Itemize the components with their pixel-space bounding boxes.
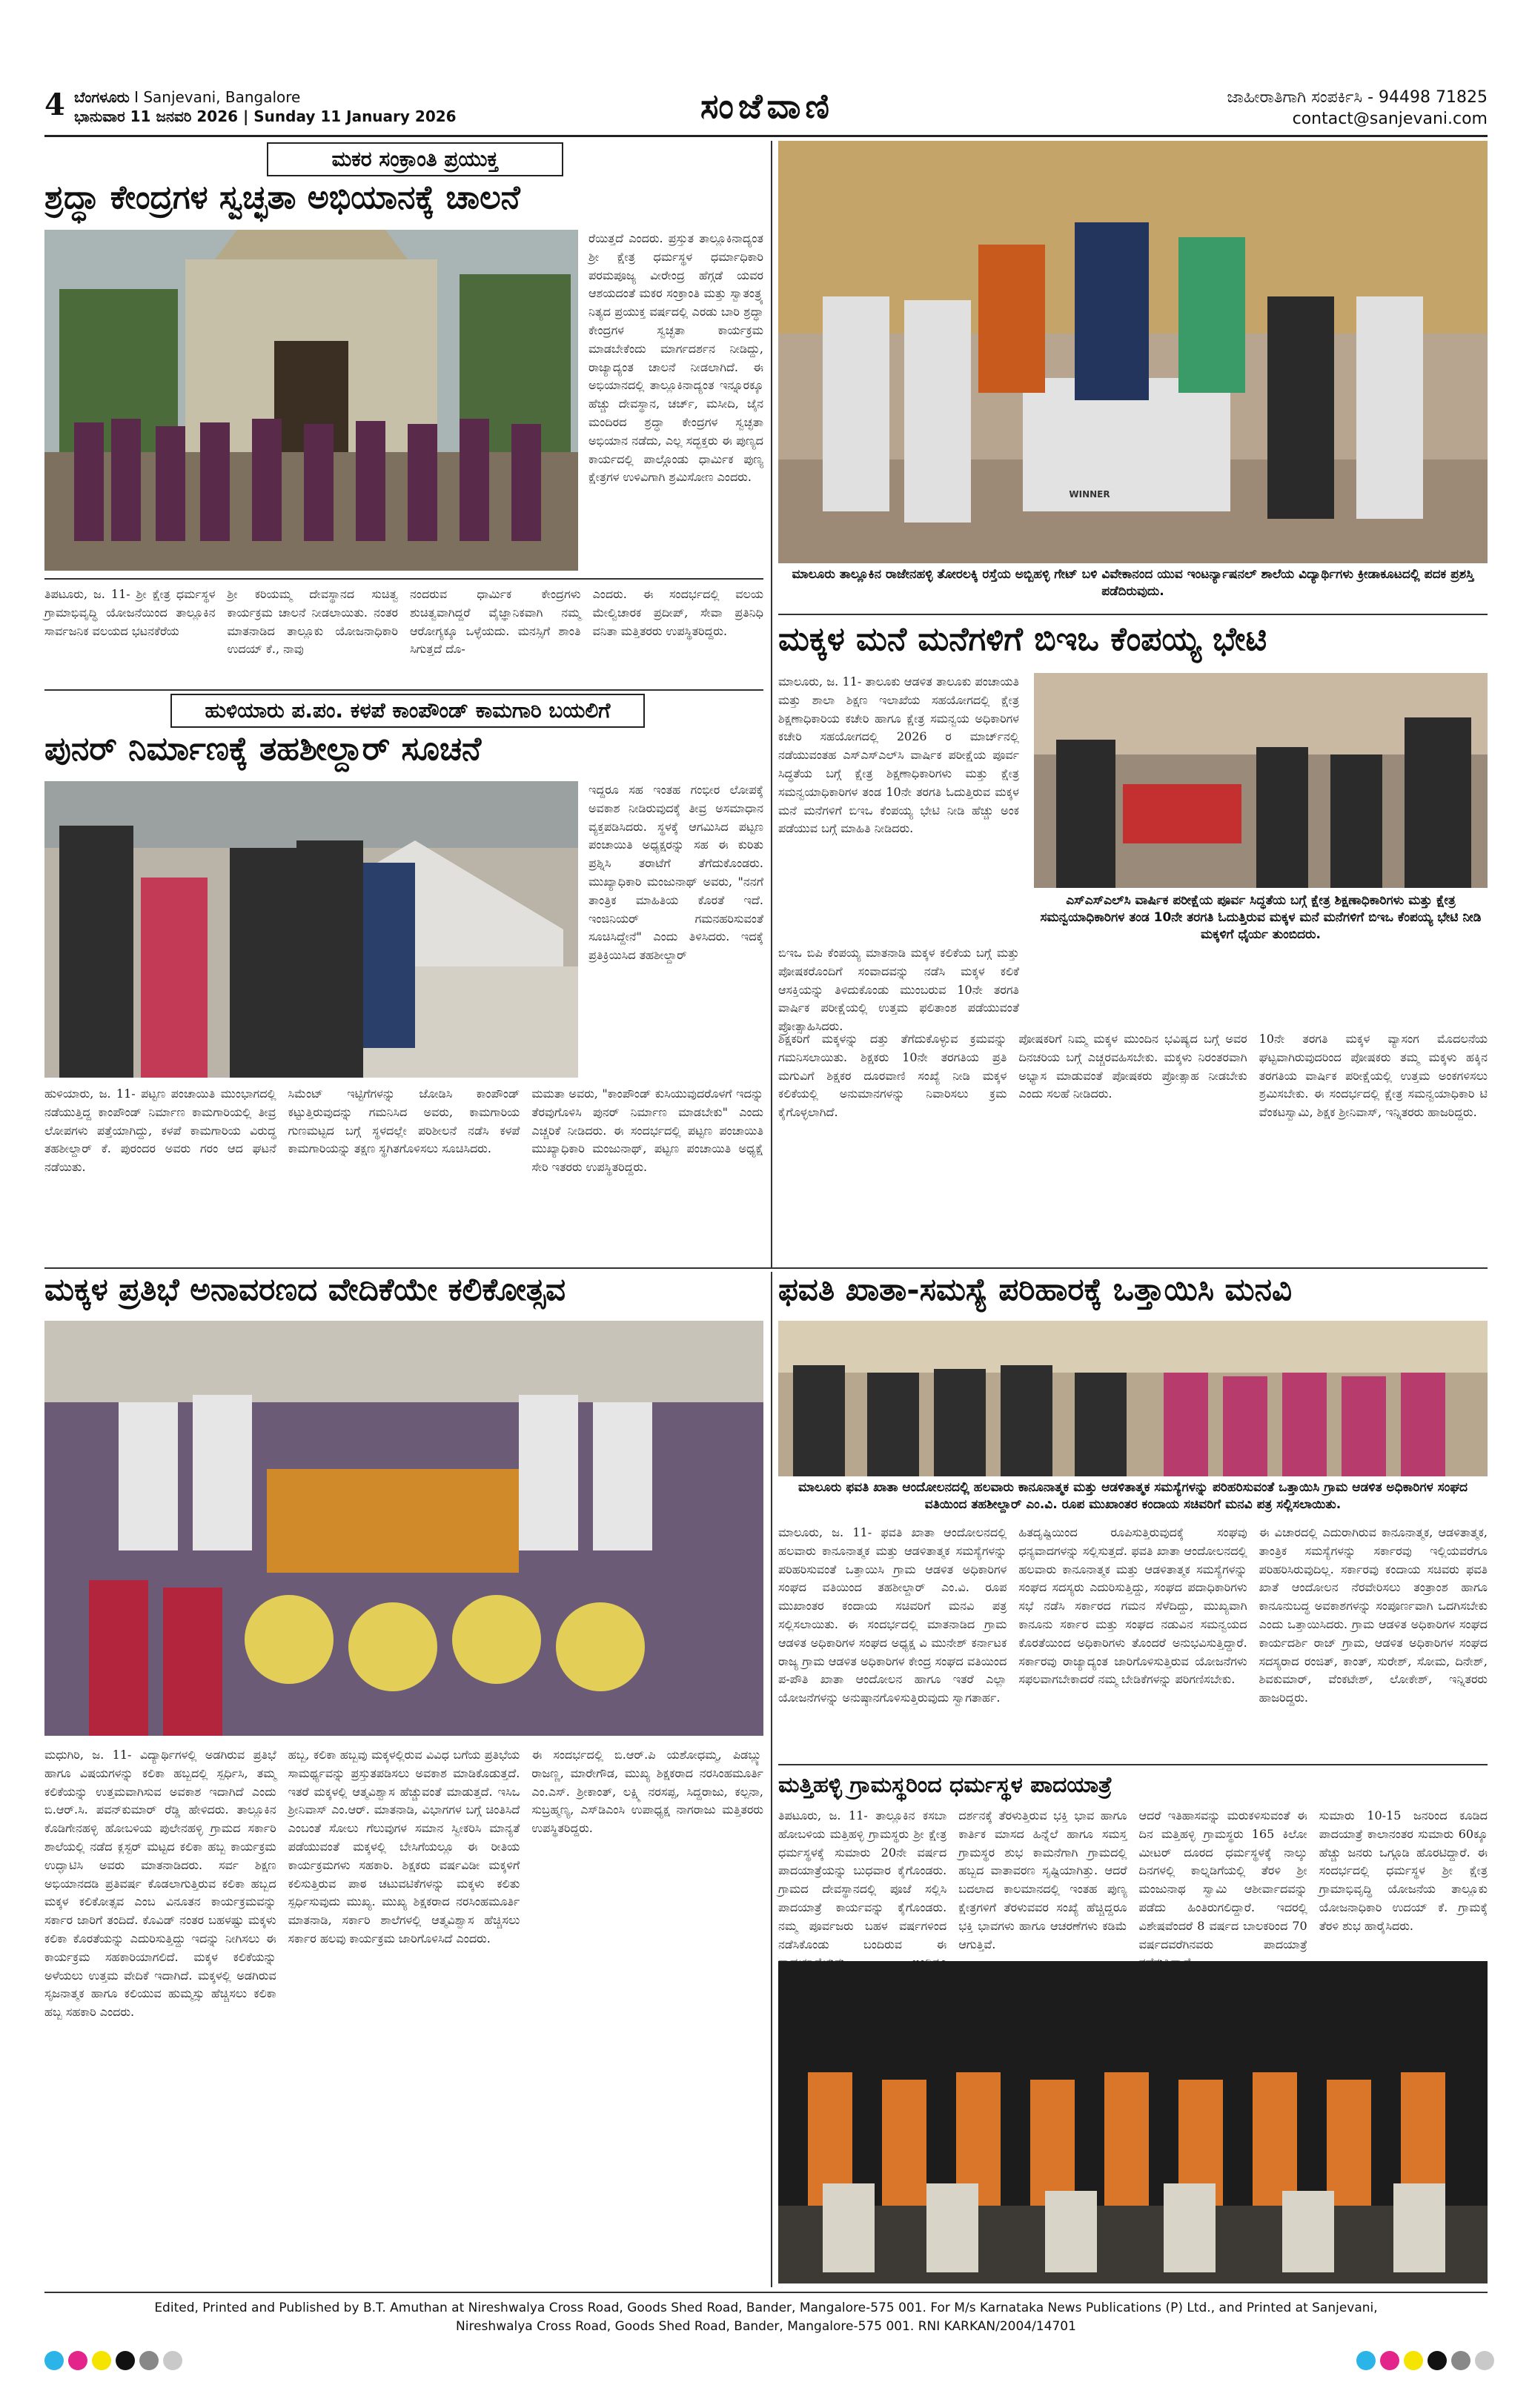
- story4-side-column: ಇದ್ದರೂ ಸಹ ಇಂತಹ ಗಂಭೀರ ಲೋಪಕ್ಕೆ ಅವಕಾಶ ನೀಡಿರುವುದಕ್ಕೆ ತೀವ್ರ ಅಸಮಾಧಾನ ವ್ಯಕ್ತಪಡಿಸಿದರು. ಸ್ಥಳಕ್ಕೆ ಆಗಮಿಸಿದ ಪಟ್ಟಣ ಪಂಚಾಯಿತಿ ಅಧ್ಯಕ್ಷರನ್ನು ಸಹ ಈ ಕುರಿತು ಪ್ರಶ್ನಿಸಿ ತರಾಟೆಗೆ ತೆಗೆದುಕೊಂಡರು. ಮುಖ್ಯಾಧಿಕಾರಿ ಮಂಜುನಾಥ್ ಅವರು, "ನನಗೆ ತಾಂತ್ರಿಕ ಮಾಹಿತಿಯ ಕೊರತೆ ಇದೆ. ಇಂಜಿನಿಯರ್ ಗಮನಹರಿಸುವಂತೆ ಸೂಚಿಸಿದ್ದೇನೆ" ಎಂದು ತಿಳಿಸಿದರು. ಇದಕ್ಕೆ ಪ್ರತಿಕ್ರಿಯಿಸಿದ ತಹಶೀಲ್ದಾರ್: [588, 783, 763, 963]
- story7-headline: ಮತ್ತಿಹಳ್ಳಿ ಗ್ರಾಮಸ್ಥರಿಂದ ಧರ್ಮಸ್ಥಳ ಪಾದಯಾತ್ರೆ: [778, 1772, 1112, 1798]
- registration-dot: [68, 2351, 87, 2370]
- story5-caption: ಮಾಲೂರು ಫವತಿ ಖಾತಾ ಆಂದೋಲನದಲ್ಲಿ ಹಲವಾರು ಕಾನೂನಾತ್ಮಕ ಮತ್ತು ಆಡಳಿತಾತ್ಮಕ ಸಮಸ್ಯೆಗಳನ್ನು ಪರಿಹರಿಸುವಂತೆ ಒತ್ತಾಯಿಸಿ ಗ್ರಾಮ ಆಡಳಿತ ಅಧಿಕಾರಿಗಳ ಸಂಘದ ವತಿಯಿಂದ ತಹಶೀಲ್ದಾರ್ ಎಂ.ವಿ. ರೂಪ ಮುಖಾಂತರ ಕಂದಾಯ ಸಚಿವರಿಗೆ ಮನವಿ ಪತ್ರ ಸಲ್ಲಿಸಲಾಯಿತು.: [778, 1479, 1488, 1513]
- story-temple-cleaning: [44, 141, 763, 689]
- story3-col-1: ಶಿಕ್ಷಕರಿಗೆ ಮಕ್ಕಳನ್ನು ದತ್ತು ತೆಗೆದುಕೊಳ್ಳುವ ಕ್ರಮವನ್ನು ಗಮನಿಸಲಾಯಿತು. ಶಿಕ್ಷಕರು 10ನೇ ತರಗತಿಯ ಪ್ರತಿ ಮಗುವಿಗೆ ಶಿಕ್ಷಕರ ದೂರವಾಣಿ ಸಂಖ್ಯೆ ನೀಡಿ ಮಕ್ಕಳ ಕಲಿಕೆಯಲ್ಲಿ ಅನುಮಾನಗಳನ್ನು ನಿವಾರಿಸಲು ಕ್ರಮ ಕೈಗೊಳ್ಳಲಾಗಿದೆ.: [778, 1032, 1007, 1120]
- registration-dot: [1451, 2351, 1470, 2370]
- temple-photo-art: [44, 230, 578, 571]
- story5-end-divider: [778, 1764, 1488, 1765]
- story5-columns: [778, 1524, 1488, 1759]
- story1-col-1: ತಿಪಟೂರು, ಜ. 11- ಶ್ರೀ ಕ್ಷೇತ್ರ ಧರ್ಮಸ್ಥಳ ಗ್ರಾಮಾಭಿವೃದ್ಧಿ ಯೋಜನೆಯಿಂದ ತಾಲ್ಲೂಕಿನ ಸಾರ್ವಜನಿಕ ವಲಯದ ಭಟನಕೆರೆಯ: [44, 587, 216, 638]
- story2-caption: ಮಾಲೂರು ತಾಲ್ಲೂಕಿನ ರಾಜೇನಹಳ್ಳಿ ತೋರಲಕ್ಕಿ ರಸ್ತೆಯ ಅಬ್ಬಿಹಳ್ಳಿ ಗೇಟ್ ಬಳಿ ವಿವೇಕಾನಂದ ಯುವ ಇಂಟರ್ನ್ಯಾಷನಲ್ ಶಾಲೆಯ ವಿದ್ಯಾರ್ಥಿಗಳು ಕ್ರೀಡಾಕೂಟದಲ್ಲಿ ಪದಕ ಪ್ರಶಸ್ತಿ ಪಡೆದಿರುವುದು.: [778, 566, 1488, 600]
- mid-page-divider: [44, 1267, 1488, 1269]
- story1-headline: ಶ್ರದ್ಧಾ ಕೇಂದ್ರಗಳ ಸ್ವಚ್ಛತಾ ಅಭಿಯಾನಕ್ಕೆ ಚಾಲನೆ: [44, 179, 520, 216]
- temple-photo: [44, 230, 578, 571]
- story2-divider: [778, 614, 1488, 615]
- story5-col-3: ಈ ವಿಚಾರದಲ್ಲಿ ಎದುರಾಗಿರುವ ಕಾನೂನಾತ್ಮಕ, ಆಡಳಿತಾತ್ಮಕ, ತಾಂತ್ರಿಕ ಸಮಸ್ಯೆಗಳನ್ನು ಸರ್ಕಾರವು ಇಲ್ಲಿಯವರೆಗೂ ಪರಿಹರಿಸಿರುವುದಿಲ್ಲ. ಸರ್ಕಾರವು ಕಂದಾಯ ಸಚಿವರು ಫವತಿ ಖಾತೆ ಆಂದೋಲನ ನೆರವೇರಿಸಲು ತಂತ್ರಾಂಶ ಹಾಗೂ ಕಾನೂನುಬದ್ಧ ಅವಕಾಶಗಳನ್ನು ಸಂಪೂರ್ಣವಾಗಿ ಒದಗಿಸಬೇಕು ಎಂದು ಒತ್ತಾಯಿಸಿದರು. ಗ್ರಾಮ ಆಡಳಿತ ಅಧಿಕಾರಿಗಳ ಸಂಘದ ಕಾರ್ಯದರ್ಶಿ ರಾಜ್ ಗ್ರಾಮ, ಆಡಳಿತ ಅಧಿಕಾರಿಗಳ ಸಂಘದ ಸದಸ್ಯರಾದ ರಂಜಿತ್, ಕಾಂತ್, ಸುರೇಶ್, ಸೋಮ, ದಿನೇಶ್, ಶಿವಕುಮಾರ್, ವೆಂಕಟೇಶ್, ಲೋಕೇಶ್, ಇನ್ನಿತರರು ಹಾಜರಿದ್ದರು.: [1259, 1525, 1488, 1705]
- story-sports-medal: [778, 141, 1488, 615]
- story4-bottom-columns: [44, 1085, 763, 1261]
- page-number: 4: [44, 87, 65, 122]
- compound-wall-photo: [44, 781, 578, 1078]
- story3-caption: ಎಸ್‌ಎಸ್‌ಎಲ್‌ಸಿ ವಾರ್ಷಿಕ ಪರೀಕ್ಷೆಯ ಪೂರ್ವ ಸಿದ್ಧತೆಯ ಬಗ್ಗೆ ಕ್ಷೇತ್ರ ಶಿಕ್ಷಣಾಧಿಕಾರಿಗಳು ಮತ್ತು ಕ್ಷೇತ್ರ ಸಮನ್ವಯಾಧಿಕಾರಿಗಳ ತಂಡ 10ನೇ ತರಗತಿ ಓದುತ್ತಿರುವ ಮಕ್ಕಳ ಮನೆ ಮನೆಗಳಿಗೆ ಬಿಇಒ ಕೆಂಪಯ್ಯ ಭೇಟಿ ನೀಡಿ ಮಕ್ಕಳಿಗೆ ಧೈರ್ಯ ತುಂಬಿದರು.: [1034, 892, 1488, 943]
- story1-col-2: ಶ್ರೀ ಕರಿಯಮ್ಮ ದೇವಸ್ಥಾನದ ಸುಚಿತ್ವ ಕಾರ್ಯಕ್ರಮ ಚಾಲನೆ ನೀಡಲಾಯಿತು. ನಂತರ ಮಾತನಾಡಿದ ತಾಲ್ಲೂಕು ಯೋಜನಾಧಿಕಾರಿ ಉದಯ್ ಕೆ., ನಾವು: [227, 587, 398, 657]
- story7-columns: [778, 1807, 1488, 1955]
- column-divider-top: [771, 141, 772, 1267]
- story-pavati-khata: [778, 1272, 1488, 1761]
- pavati-photo: [778, 1321, 1488, 1476]
- story4-kicker: ಹುಳಿಯಾರು ಪ.ಪಂ. ಕಳಪೆ ಕಾಂಪೌಂಡ್ ಕಾಮಗಾರಿ ಬಯಲಿಗೆ: [170, 694, 645, 728]
- story6-col-2: ಹಬ್ಬ, ಕಲಿಕಾ ಹಬ್ಬವು ಮಕ್ಕಳಲ್ಲಿರುವ ವಿವಿಧ ಬಗೆಯ ಪ್ರತಿಭೆಯ ಸಾಮರ್ಥ್ಯವನ್ನು ಪ್ರಸ್ತುತಪಡಿಸಲು ಅವಕಾಶ ಮಾಡಿಕೊಡುತ್ತದೆ. ಇತರೆ ಮಕ್ಕಳಲ್ಲಿ ಆತ್ಮವಿಶ್ವಾಸ ಹೆಚ್ಚುವಂತೆ ಮಾಡುತ್ತದೆ. ಇಸಿಒ ಶ್ರೀನಿವಾಸ್ ಎಂ.ಆರ್. ಮಾತನಾಡಿ, ವಿಭಾಗಗಳ ಬಗ್ಗೆ ಚಿಂತಿಸಿದೆ ಎಂಬಂತೆ ಸೋಲು ಗೆಲುವುಗಳ ಸಮಾನ ಸ್ವೀಕರಿಸಿ ಮಾನ್ಯತೆ ಪಡೆಯುವಂತೆ ಮಕ್ಕಳಲ್ಲಿ ಬೇಸಿಗೆಯಲ್ಲೂ ಈ ರೀತಿಯ ಕಾರ್ಯಕ್ರಮಗಳು ಸಹಕಾರಿ. ಶಿಕ್ಷಕರು ವರ್ಷವಿಡೀ ಮಕ್ಕಳಿಗೆ ಕಲಿಸುತ್ತಿರುವ ಪಾಠ ಚಟುವಟಿಕೆಗಳನ್ನು ಮಕ್ಕಳು ಕಲಿತು ಸ್ಪರ್ಧಿಸುವುದು ಮುಖ್ಯ. ಮುಖ್ಯ ಶಿಕ್ಷಕರಾದ ನರಸಿಂಹಮೂರ್ತಿ ಮಾತನಾಡಿ, ಸರ್ಕಾರಿ ಶಾಲೆಗಳಲ್ಲಿ ಆತ್ಮವಿಶ್ವಾಸ ಹೆಚ್ಚಿಸಲು ಸರ್ಕಾರ ಹಲವು ಕಾರ್ಯಕ್ರಮ ಜಾರಿಗೊಳಿಸಿದೆ ಎಂದರು.: [288, 1748, 520, 1946]
- city-label: ಬೆಂಗಳೂರು: [74, 88, 130, 106]
- kalikotsava-photo-art: [44, 1321, 763, 1736]
- imprint-line-2: Nireshwalya Cross Road, Goods Shed Road, Bander, Mangalore-575 001. RNI KARKAN/2004/14701: [456, 2318, 1076, 2334]
- story3-bottom-columns: [778, 1030, 1488, 1253]
- sports-photo-art: [778, 141, 1488, 563]
- story1-side-column: ರೆಯಿತ್ತದೆ ಎಂದರು. ಪ್ರಸ್ತುತ ತಾಲ್ಲೂಕಿನಾದ್ಯಂತ ಶ್ರೀ ಕ್ಷೇತ್ರ ಧರ್ಮಸ್ಥಳ ಧರ್ಮಾಧಿಕಾರಿ ಪರಮಪೂಜ್ಯ ವೀರೇಂದ್ರ ಹೆಗ್ಗಡೆ ಯವರ ಆಶಯದಂತೆ ಮಕರ ಸಂಕ್ರಾಂತಿ ಮತ್ತು ಸ್ವಾತಂತ್ರ್ಯ ನಿತ್ಯದ ಪ್ರಯುಕ್ತ ವರ್ಷದಲ್ಲಿ ಎರಡು ಬಾರಿ ಶ್ರದ್ಧಾ ಕೇಂದ್ರಗಳ ಸ್ವಚ್ಛತಾ ಕಾರ್ಯಕ್ರಮ ಮಾಡಬೇಕೆಂದು ಮಾರ್ಗದರ್ಶನ ನೀಡಿದ್ದು, ರಾಜ್ಯಾದ್ಯಂತ ಚಾಲನೆ ನೀಡಲಾಗಿದೆ. ಈ ಅಭಿಯಾನದಲ್ಲಿ ತಾಲ್ಲೂಕಿನಾದ್ಯಂತ ಇನ್ನೂರಕ್ಕೂ ಹೆಚ್ಚು ದೇವಸ್ಥಾನ, ಚರ್ಚ್, ಮಸೀದಿ, ಜೈನ ಮಂದಿರದ ಶ್ರದ್ಧಾ ಕೇಂದ್ರಗಳ ಸ್ವಚ್ಛತಾ ಅಭಿಯಾನ ನಡೆದು, ಎಲ್ಲ ಸದ್ಭಕ್ತರು ಈ ಪುಣ್ಯದ ಕಾರ್ಯದಲ್ಲಿ ಪಾಲ್ಗೊಂಡು ಧಾರ್ಮಿಕ ಪುಣ್ಯ ಕ್ಷೇತ್ರಗಳ ಉಳಿವಿಗಾಗಿ ಶ್ರಮಿಸೋಣ ಎಂದರು.: [588, 231, 763, 485]
- registration-dot: [1475, 2351, 1494, 2370]
- story3-col-3: 10ನೇ ತರಗತಿ ಮಕ್ಕಳ ವ್ಯಾಸಂಗ ಮೊದಲನೆಯ ಘಟ್ಟವಾಗಿರುವುದರಿಂದ ಪೋಷಕರು ತಮ್ಮ ಮಕ್ಕಳು ಹಕ್ಕಿನ ತರಗತಿಯ ವಾರ್ಷಿಕ ಪರೀಕ್ಷೆಯಲ್ಲಿ ಉತ್ತಮ ಅಂಕಗಳಿಸಲು ಶ್ರಮಿಸಬೇಕು. ಈ ಸಂದರ್ಭದಲ್ಲಿ ಕ್ಷೇತ್ರ ಸಮನ್ವಯಾಧಿಕಾರಿ ಟಿ ವೆಂಕಟಸ್ವಾಮಿ, ಶಿಕ್ಷಕ ಶ್ರೀನಿವಾಸ್, ಇನ್ನಿತರರು ಹಾಜರಿದ್ದರು.: [1259, 1032, 1488, 1120]
- imprint-footer: [44, 2292, 1488, 2335]
- compound-wall-photo-art: [44, 781, 578, 1078]
- pavati-photo-art: [778, 1321, 1488, 1476]
- registration-dot: [92, 2351, 111, 2370]
- registration-dot: [116, 2351, 135, 2370]
- imprint-line-1: Edited, Printed and Published by B.T. Amuthan at Nireshwalya Cross Road, Goods Shed Road, Bander, Mangalore-575 001. For M/s Karnataka News Publications (P) Ltd., and Printed at Sanjevani,: [154, 2301, 1378, 2315]
- masthead-meta: [74, 87, 489, 126]
- contact-phone: ಜಾಹೀರಾತಿಗಾಗಿ ಸಂಪರ್ಕಿಸಿ - 94498 71825: [1227, 88, 1488, 107]
- story4-headline: ಪುನರ್ ನಿರ್ಮಾಣಕ್ಕೆ ತಹಶೀಲ್ದಾರ್ ಸೂಚನೆ: [44, 730, 482, 768]
- story3-mid: ಬಿಇಒ ಬಿಪಿ ಕೆಂಪಯ್ಯ ಮಾತನಾಡಿ ಮಕ್ಕಳ ಕಲಿಕೆಯ ಬಗ್ಗೆ ಮತ್ತು ಪೋಷಕರೊಂದಿಗೆ ಸಂವಾದವನ್ನು ನಡೆಸಿ ಮಕ್ಕಳ ಕಲಿಕೆ ಆಸಕ್ತಿಯನ್ನು ತಿಳಿದುಕೊಂಡು ಮುಂಬರುವ 10ನೇ ತರಗತಿ ವಾರ್ಷಿಕ ಪರೀಕ್ಷೆಯಲ್ಲಿ ಉತ್ತಮ ಫಲಿತಾಂಶ ಪಡೆಯುವಂತೆ ಪ್ರೋತ್ಸಾಹಿಸಿದರು.: [778, 946, 1019, 1034]
- story5-headline: ಫವತಿ ಖಾತಾ-ಸಮಸ್ಯೆ ಪರಿಹಾರಕ್ಕೆ ಒತ್ತಾಯಿಸಿ ಮನವಿ: [778, 1271, 1293, 1307]
- sports-photo: [778, 141, 1488, 563]
- registration-marks-right: [1356, 2351, 1494, 2370]
- column-divider-bottom: [771, 1272, 772, 2287]
- registration-marks-left: [44, 2351, 182, 2370]
- registration-dot: [1404, 2351, 1423, 2370]
- date-line: ಭಾನುವಾರ 11 ಜನವರಿ 2026 | Sunday 11 January 2026: [74, 107, 457, 125]
- story6-col-1: ಮಧುಗಿರಿ, ಜ. 11- ವಿದ್ಯಾರ್ಥಿಗಳಲ್ಲಿ ಅಡಗಿರುವ ಪ್ರತಿಭೆ ಹಾಗೂ ವಿಷಯಗಳನ್ನು ಕಲಿಕಾ ಹಬ್ಬದಲ್ಲಿ ಸ್ಪರ್ಧಿಸಿ, ತಮ್ಮ ಕಲಿಕೆಯನ್ನು ಉತ್ತಮವಾಗಿಸುವ ಅವಕಾಶ ಇದಾಗಿದೆ ಎಂದು ಬಿ.ಆರ್.ಸಿ. ಪವನ್‌ಕುಮಾರ್ ರೆಡ್ಡಿ ಹೇಳಿದರು. ತಾಲ್ಲೂಕಿನ ಕೊಡಿಗೇನಹಳ್ಳಿ ಹೋಬಳಿಯ ಪುಲೇನಹಳ್ಳಿ ಗ್ರಾಮದ ಸರ್ಕಾರಿ ಶಾಲೆಯಲ್ಲಿ ನಡೆದ ಕ್ಲಸ್ಟರ್ ಮಟ್ಟದ ಕಲಿಕಾ ಹಬ್ಬ ಕಾರ್ಯಕ್ರಮ ಉದ್ಘಾಟಿಸಿ ಅವರು ಮಾತನಾಡಿದರು. ಸರ್ವ ಶಿಕ್ಷಣ ಅಭಿಯಾನದಡಿ ಪ್ರತಿವರ್ಷ ಕೊಡಲಾಗುತ್ತಿರುವ ಕಲಿಕಾ ಹಬ್ಬದ ಮಕ್ಕಳ ಕಲಿಕೋತ್ಸವ ಎಂಬ ವಿನೂತನ ಕಾರ್ಯಕ್ರಮವನ್ನು ಸರ್ಕಾರ ಜಾರಿಗೆ ತಂದಿದೆ. ಕೊವಿಡ್ ನಂತರ ಬಹಳಷ್ಟು ಮಕ್ಕಳು ಕಲಿಕಾ ಕೊರತೆಯನ್ನು ಎದುರಿಸುತ್ತಿದ್ದು ಇದನ್ನು ನೀಗಿಸಲು ಈ ಕಾರ್ಯಕ್ರಮ ಸಹಕಾರಿಯಾಗಲಿದೆ. ಮಕ್ಕಳ ಕಲಿಕೆಯನ್ನು ಅಳೆಯಲು ಉತ್ತಮ ವೇದಿಕೆ ಇದಾಗಿದೆ. ಮಕ್ಕಳಲ್ಲಿ ಅಡಗಿರುವ ಸೃಜನಾತ್ಮಕ ಹಾಗೂ ಕಲಿಯುವ ಹುಮ್ಮಸ್ಸು ಹೆಚ್ಚಿಸಲು ಕಲಿಕಾ ಹಬ್ಬ ಸಹಕಾರಿ ಎಂದರು.: [44, 1748, 276, 2020]
- registration-dot: [163, 2351, 182, 2370]
- story1-bottom-columns: [44, 586, 763, 674]
- story3-headline: ಮಕ್ಕಳ ಮನೆ ಮನೆಗಳಿಗೆ ಬಿಇಒ ಕೆಂಪಯ್ಯ ಭೇಟಿ: [778, 620, 1267, 658]
- story5-col-1: ಮಾಲೂರು, ಜ. 11- ಫವತಿ ಖಾತಾ ಆಂದೋಲನದಲ್ಲಿ ಹಲವಾರು ಕಾನೂನಾತ್ಮಕ ಮತ್ತು ಆಡಳಿತಾತ್ಮಕ ಸಮಸ್ಯೆಗಳನ್ನು ಪರಿಹರಿಸುವಂತೆ ಒತ್ತಾಯಿಸಿ ಗ್ರಾಮ ಆಡಳಿತ ಅಧಿಕಾರಿಗಳ ಸಂಘದ ವತಿಯಿಂದ ತಹಶೀಲ್ದಾರ್ ಎಂ.ವಿ. ರೂಪ ಮುಖಾಂತರ ಕಂದಾಯ ಸಚಿವರಿಗೆ ಮನವಿ ಪತ್ರ ಸಲ್ಲಿಸಲಾಯಿತು. ಈ ಸಂದರ್ಭದಲ್ಲಿ ಮಾತನಾಡಿದ ಗ್ರಾಮ ಆಡಳಿತ ಅಧಿಕಾರಿಗಳ ಸಂಘದ ಅಧ್ಯಕ್ಷ ವಿ ಮುನೇಶ್ ಕರ್ನಾಟಕ ರಾಜ್ಯ ಗ್ರಾಮ ಆಡಳಿತ ಅಧಿಕಾರಿಗಳ ಕೇಂದ್ರ ಸಂಘದ ವತಿಯಿಂದ ಪ-ಪೌತಿ ಖಾತಾ ಆಂದೋಲನ ಹಾಗೂ ಇತರೆ ಎಲ್ಲಾ ಯೋಜನೆಗಳನ್ನು ಅನುಷ್ಠಾನಗೊಳಿಸುತ್ತಿರುವುದು ಸ್ವಾಗತಾರ್ಹ.: [778, 1525, 1007, 1705]
- story6-columns: [44, 1746, 763, 2280]
- story5-col-2: ಹಿತದೃಷ್ಟಿಯಿಂದ ರೂಪಿಸುತ್ತಿರುವುದಕ್ಕೆ ಸಂಘವು ಧನ್ಯವಾದಗಳನ್ನು ಸಲ್ಲಿಸುತ್ತದೆ. ಫವತಿ ಖಾತಾ ಆಂದೋಲನದಲ್ಲಿ ಹಲವಾರು ಕಾನೂನಾತ್ಮಕ ಮತ್ತು ಆಡಳಿತಾತ್ಮಕ ಸಮಸ್ಯೆಗಳನ್ನು ಸಂಘದ ಸದಸ್ಯರು ಎದುರಿಸುತ್ತಿದ್ದು, ಸಂಘದ ಪದಾಧಿಕಾರಿಗಳು ಸಭೆ ನಡೆಸಿ ಸರ್ಕಾರದ ಗಮನ ಸೆಳೆದಿದ್ದು, ಮುಖ್ಯವಾಗಿ ಕಾನೂನು ಸರ್ಕಾರ ಮತ್ತು ಸಂಘದ ನಡುವಿನ ಸಮನ್ವಯದ ಕೊರತೆಯಿಂದ ಅಧಿಕಾರಿಗಳು ತೊಂದರೆ ಅನುಭವಿಸುತ್ತಿದ್ದಾರೆ. ಸರ್ಕಾರವು ರಾಜ್ಯಾದ್ಯಂತ ಜಾರಿಗೊಳಿಸುತ್ತಿರುವ ಯೋಜನೆಗಳು ಸಫಲವಾಗಬೇಕಾದರೆ ನಮ್ಮ ಬೇಡಿಕೆಗಳನ್ನು ಪರಿಗಣಿಸಬೇಕು.: [1018, 1525, 1247, 1687]
- kalikotsava-photo: [44, 1321, 763, 1736]
- beo-visit-photo-art: [1034, 673, 1488, 888]
- registration-dot: [1356, 2351, 1376, 2370]
- registration-dot: [139, 2351, 159, 2370]
- padayatra-photo-art: [778, 1961, 1488, 2283]
- story-compound-wall: [44, 694, 763, 1264]
- story1-end-divider: [44, 689, 763, 691]
- story3-lead: ಮಾಲೂರು, ಜ. 11- ತಾಲೂಕು ಆಡಳಿತ ತಾಲೂಕು ಪಂಚಾಯತಿ ಮತ್ತು ಶಾಲಾ ಶಿಕ್ಷಣ ಇಲಾಖೆಯ ಸಹಯೋಗದಲ್ಲಿ ಕ್ಷೇತ್ರ ಶಿಕ್ಷಣಾಧಿಕಾರಿಯ ಕಚೇರಿ ಹಾಗೂ ಕ್ಷೇತ್ರ ಸಮನ್ವಯ ಅಧಿಕಾರಿಗಳ ಕಚೇರಿ ಸಹಯೋಗದಲ್ಲಿ 2026 ರ ಮಾರ್ಚ್‌ನಲ್ಲಿ ನಡೆಯುವಂತಹ ಎಸ್‌ಎಸ್‌ಎಲ್‌ಸಿ ವಾರ್ಷಿಕ ಪರೀಕ್ಷೆಯ ಪೂರ್ವ ಸಿದ್ಧತೆಯ ಬಗ್ಗೆ ಕ್ಷೇತ್ರ ಶಿಕ್ಷಣಾಧಿಕಾರಿಗಳು ಮತ್ತು ಕ್ಷೇತ್ರ ಸಮನ್ವಯಾಧಿಕಾರಿಗಳ ತಂಡ 10ನೇ ತರಗತಿ ಓದುತ್ತಿರುವ ಮಕ್ಕಳ ಮನೆ ಮನೆಗಳಿಗೆ ಬಿಇಒ ಕೆಂಪಯ್ಯ ಭೇಟಿ ನೀಡಿ ಹೆಚ್ಚು ಅಂಕ ಪಡೆಯುವ ಬಗ್ಗೆ ಮಾಹಿತಿ ನೀಡಿದರು.: [778, 674, 1019, 836]
- story-kalikotsava: [44, 1272, 763, 2287]
- contact-email: contact@sanjevani.com: [1292, 109, 1488, 128]
- story3-col-2: ಪೋಷಕರಿಗೆ ನಿಮ್ಮ ಮಕ್ಕಳ ಮುಂದಿನ ಭವಿಷ್ಯದ ಬಗ್ಗೆ ಅವರ ದಿನಚರಿಯ ಬಗ್ಗೆ ಎಚ್ಚರವಹಿಸಬೇಕು. ಮಕ್ಕಳು ನಿರಂತರವಾಗಿ ಅಭ್ಯಾಸ ಮಾಡುವಂತೆ ಪೋಷಕರು ಪ್ರೋತ್ಸಾಹ ನೀಡಬೇಕು ಎಂದು ಸಲಹೆ ನೀಡಿದರು.: [1018, 1032, 1247, 1101]
- story4-col-2: ಸಿಮೆಂಟ್ ಇಟ್ಟಿಗೆಗಳನ್ನು ಜೋಡಿಸಿ ಕಾಂಪೌಂಡ್ ಕಟ್ಟುತ್ತಿರುವುದನ್ನು ಗಮನಿಸಿದ ಅವರು, ಕಾಮಗಾರಿಯ ಗುಣಮಟ್ಟದ ಬಗ್ಗೆ ಸ್ಥಳದಲ್ಲೇ ಪರಿಶೀಲನೆ ನಡೆಸಿ ಕಳಪೆ ಕಾಮಗಾರಿಯನ್ನು ತಕ್ಷಣ ಸ್ಥಗಿತಗೊಳಿಸಲು ಸೂಚಿಸಿದರು.: [288, 1087, 520, 1156]
- contact-block: [1072, 87, 1488, 130]
- beo-visit-photo: [1034, 673, 1488, 888]
- story7-col-3: ಆದರೆ ಇತಿಹಾಸವನ್ನು ಮರುಕಳಿಸುವಂತೆ ಈ ದಿನ ಮತ್ತಿಹಳ್ಳಿ ಗ್ರಾಮಸ್ಥರು 165 ಕಿಲೋ ಮೀಟರ್ ದೂರದ ಧರ್ಮಸ್ಥಳಕ್ಕೆ ನಾಲ್ಕು ದಿನಗಳಲ್ಲಿ ಕಾಲ್ನಡಿಗೆಯಲ್ಲಿ ತೆರಳಿ ಶ್ರೀ ಮಂಜುನಾಥ ಸ್ವಾಮಿ ಆಶೀರ್ವಾದವನ್ನು ಪಡೆದು ಹಿಂತಿರುಗಲಿದ್ದಾರೆ. ಇದರಲ್ಲಿ ವಿಶೇಷವೆಂದರೆ 8 ವರ್ಷದ ಬಾಲಕರಿಂದ 70 ವರ್ಷದವರೆಗಿನವರು ಪಾದಯಾತ್ರೆ: [1138, 1808, 1307, 1951]
- padayatra-photo: [778, 1961, 1488, 2283]
- masthead-rule: [44, 135, 1488, 137]
- story7-col-1: ತಿಪಟೂರು, ಜ. 11- ತಾಲ್ಲೂಕಿನ ಕಸಬಾ ಹೋಬಳಿಯ ಮತ್ತಿಹಳ್ಳಿ ಗ್ರಾಮಸ್ಥರು ಶ್ರೀ ಕ್ಷೇತ್ರ ಧರ್ಮಸ್ಥಳಕ್ಕೆ ಸುಮಾರು 20ನೇ ವರ್ಷದ ಪಾದಯಾತ್ರೆಯನ್ನು ಬುಧವಾರ ಕೈಗೊಂಡರು. ಗ್ರಾಮದ ದೇವಸ್ಥಾನದಲ್ಲಿ ಪೂಜೆ ಸಲ್ಲಿಸಿ ಪಾದಯಾತ್ರೆ ಕಾರ್ಯವನ್ನು ಕೈಗೊಂಡರು. ನಮ್ಮ ಪೂರ್ವಜರು ಬಹಳ ವರ್ಷಗಳಿಂದ ನಡೆಸಿಕೊಂಡು ಬಂದಿರುವ ಈ: [778, 1808, 947, 1951]
- story1-col-3: ನಂದರುವ ಧಾರ್ಮಿಕ ಕೇಂದ್ರಗಳು ಶುಚಿತ್ವವಾಗಿದ್ದರೆ ವೈಜ್ಞಾನಿಕವಾಗಿ ನಮ್ಮ ಆರೋಗ್ಯಕ್ಕೂ ಒಳ್ಳೆಯದು. ಮನಸ್ಸಿಗೆ ಶಾಂತಿ ಸಿಗುತ್ತದೆ ದೊ-: [410, 587, 581, 657]
- winner-sign: WINNER: [1069, 489, 1110, 500]
- story-beo-visit: [778, 618, 1488, 1263]
- story7-col-4: ಸುಮಾರು 10-15 ಜನರಿಂದ ಕೂಡಿದ ಪಾದಯಾತ್ರೆ ಕಾಲಾನಂತರ ಸುಮಾರು 60ಕ್ಕೂ ಹೆಚ್ಚು ಜನರು ಒಗ್ಗೂಡಿ ಹೊರಟಿದ್ದಾರೆ. ಈ ಸಂದರ್ಭದಲ್ಲಿ ಧರ್ಮಸ್ಥಳ ಶ್ರೀ ಕ್ಷೇತ್ರ ಗ್ರಾಮಾಭಿವೃದ್ಧಿ ಯೋಜನೆಯ ತಾಲ್ಲೂಕು ಯೋಜನಾಧಿಕಾರಿ ಉದಯ್ ಕೆ. ಗ್ರಾಮಕ್ಕೆ ತೆರಳಿ ಶುಭ ಹಾರೈಸಿದರು.: [1319, 1808, 1488, 1933]
- masthead: [0, 0, 1532, 141]
- story1-col-4: ಎಂದರು. ಈ ಸಂದರ್ಭದಲ್ಲಿ ವಲಯ ಮೇಲ್ವಿಚಾರಕ ಪ್ರದೀಪ್, ಸೇವಾ ಪ್ರತಿನಿಧಿ ವನಿತಾ ಮತ್ತಿತರರು ಉಪಸ್ಥಿತರಿದ್ದರು.: [592, 587, 763, 638]
- edition-label: I Sanjevani, Bangalore: [134, 88, 301, 106]
- story1-kicker: ಮಕರ ಸಂಕ್ರಾಂತಿ ಪ್ರಯುಕ್ತ: [267, 142, 563, 176]
- registration-dot: [1380, 2351, 1399, 2370]
- registration-dot: [1427, 2351, 1447, 2370]
- story6-headline: ಮಕ್ಕಳ ಪ್ರತಿಭೆ ಅನಾವರಣದ ವೇದಿಕೆಯೇ ಕಲಿಕೋತ್ಸವ: [44, 1271, 566, 1307]
- story4-col-3: ಮಮತಾ ಅವರು, "ಕಾಂಪೌಂಡ್ ಕುಸಿಯುವುದರೊಳಗೆ ಇದನ್ನು ತೆರವುಗೊಳಿಸಿ ಪುನರ್ ನಿರ್ಮಾಣ ಮಾಡಬೇಕು" ಎಂದು ಎಚ್ಚರಿಕೆ ನೀಡಿದರು. ಈ ಸಂದರ್ಭದಲ್ಲಿ ಪಟ್ಟಣ ಪಂಚಾಯಿತಿ ಮುಖ್ಯಾಧಿಕಾರಿ ಮಂಜುನಾಥ್, ಪಟ್ಟಣ ಪಂಚಾಯಿತಿ ಅಧ್ಯಕ್ಷೆ ಸೇರಿ ಇತರರು ಉಪಸ್ಥಿತರಿದ್ದರು.: [531, 1087, 763, 1175]
- story7-col-2: ದರ್ಶನಕ್ಕೆ ತೆರಳುತ್ತಿರುವ ಭಕ್ತಿ ಭಾವ ಹಾಗೂ ಕಾರ್ತಿಕ ಮಾಸದ ಹಿನ್ನೆಲೆ ಹಾಗೂ ಸಮಸ್ತ ಗ್ರಾಮಸ್ಥರ ಶುಭ ಕಾಮನೆಗಾಗಿ ಗ್ರಾಮದಲ್ಲಿ ಹಬ್ಬದ ವಾತಾವರಣ ಸೃಷ್ಟಿಯಾಗಿತ್ತು. ಆದರೆ ಬದಲಾದ ಕಾಲಮಾನದಲ್ಲಿ ಇಂತಹ ಪುಣ್ಯ ಕ್ಷೇತ್ರಗಳಿಗೆ ತೆರಳುವವರ ಸಂಖ್ಯೆ ಹೆಚ್ಚಿದ್ದರೂ ಭಕ್ತಿ ಭಾವಗಳು ಹಾಗೂ ಆಚರಣೆಗಳು ಕಡಿಮೆ ಆಗುತ್ತಿವೆ.: [958, 1808, 1127, 1951]
- registration-dot: [44, 2351, 64, 2370]
- story4-col-1: ಹುಳಿಯಾರು, ಜ. 11- ಪಟ್ಟಣ ಪಂಚಾಯಿತಿ ಮುಂಭಾಗದಲ್ಲಿ ನಡೆಯುತ್ತಿದ್ದ ಕಾಂಪೌಂಡ್ ನಿರ್ಮಾಣ ಕಾಮಗಾರಿಯಲ್ಲಿ ತೀವ್ರ ಲೋಪಗಳು ಪತ್ತೆಯಾಗಿದ್ದು, ಕಳಪೆ ಕಾಮಗಾರಿಯ ವಿರುದ್ಧ ತಹಶೀಲ್ದಾರ್ ಕೆ. ಪುರಂದರ ಅವರು ಗರಂ ಆದ ಘಟನೆ ನಡೆಯಿತು.: [44, 1087, 276, 1175]
- story6-col-3: ಈ ಸಂದರ್ಭದಲ್ಲಿ ಬಿ.ಆರ್.ಪಿ ಯಶೋಧಮ್ಮ, ಪಿಡಬ್ಲ್ಯು ರಾಜಣ್ಣ, ಮಾರೇಗೌಡ, ಮುಖ್ಯ ಶಿಕ್ಷಕರಾದ ನರಸಿಂಹಮೂರ್ತಿ ಎಂ.ಎಸ್. ಶ್ರೀಕಾಂತ್, ಲಕ್ಷ್ಮಿ ನರಸಪ್ಪ, ಸಿದ್ದರಾಜು, ಕಲ್ಪನಾ, ಸುಬ್ರಹ್ಮಣ್ಯ, ಎಸ್‌ಡಿಎಂಸಿ ಉಪಾಧ್ಯಕ್ಷ ನಾಗರಾಜು ಮತ್ತಿತರರು ಉಪಸ್ಥಿತರಿದ್ದರು.: [531, 1748, 763, 1836]
- story-padayatra: [778, 1768, 1488, 2287]
- newspaper-logo: ಸಂಜೆವಾಣಿ: [700, 86, 834, 126]
- story1-divider: [44, 578, 763, 580]
